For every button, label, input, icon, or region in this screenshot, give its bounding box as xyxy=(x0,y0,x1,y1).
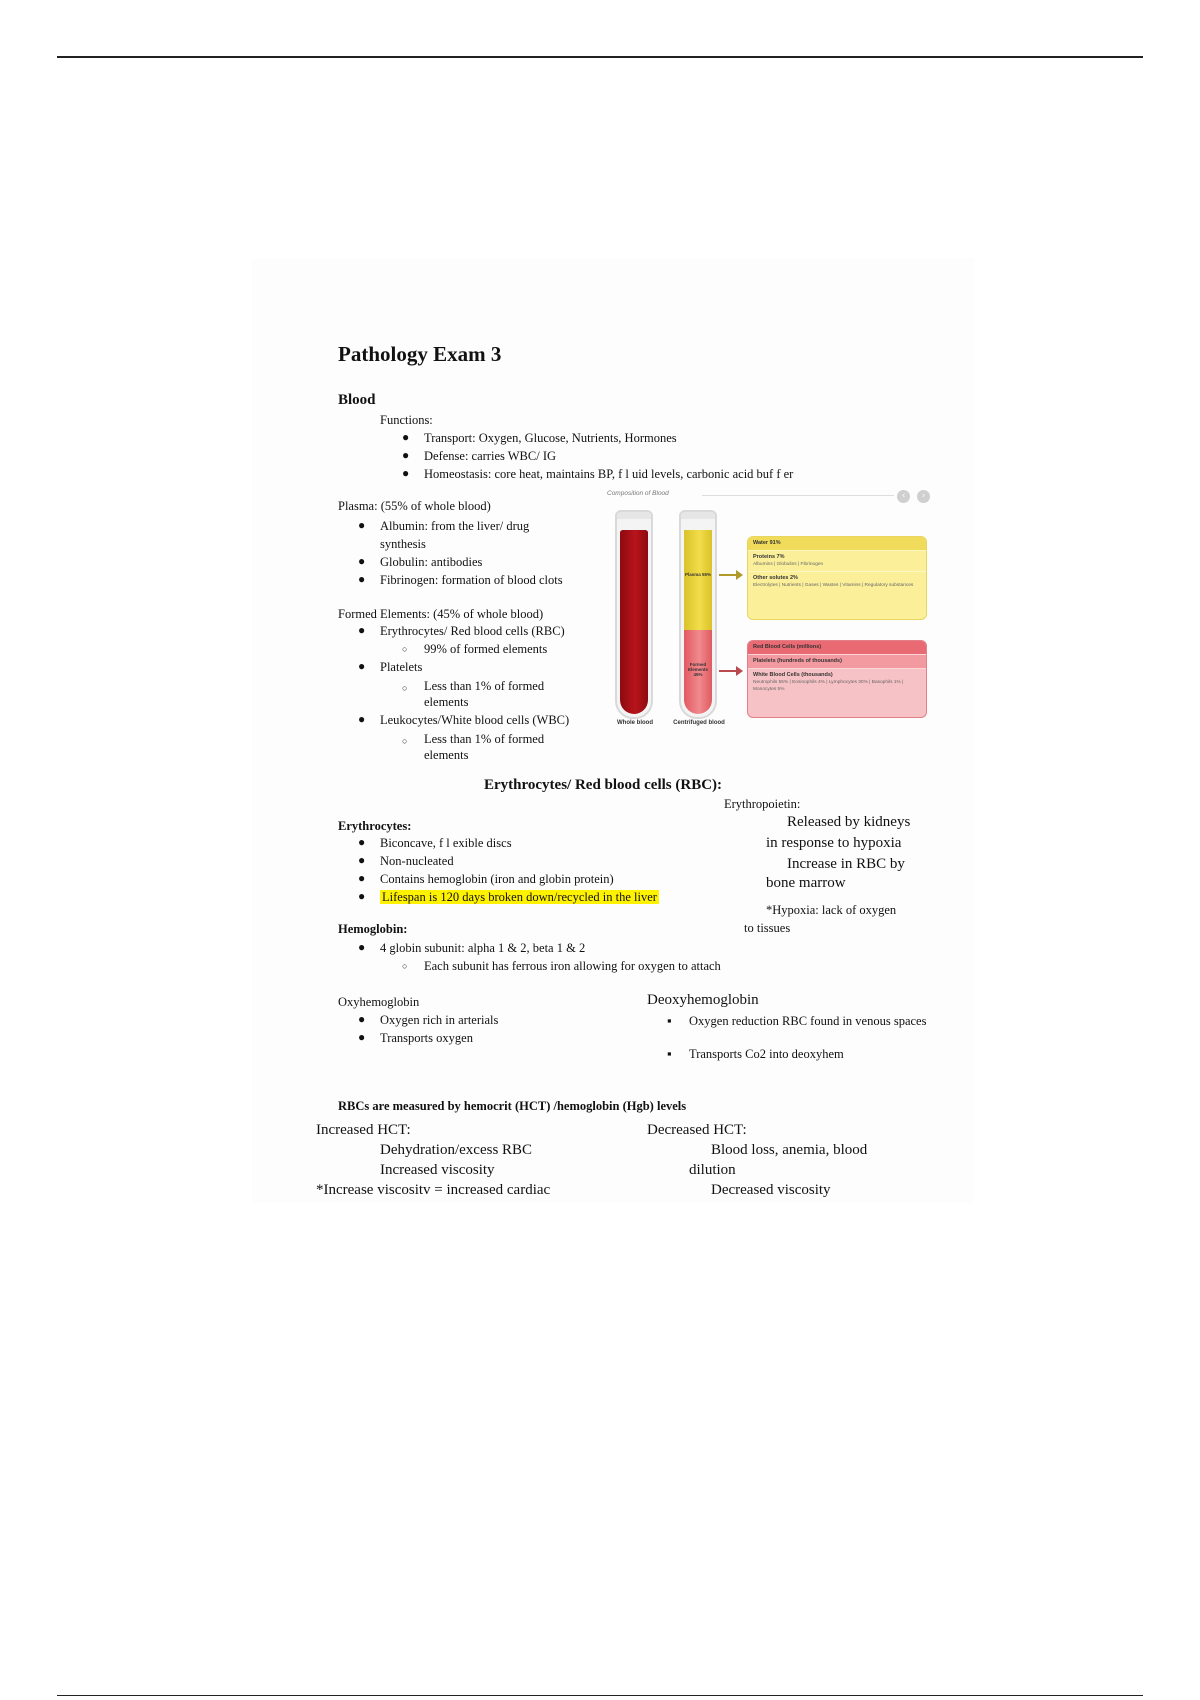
plasma-layer xyxy=(684,530,712,630)
plasma-box-row: Water 91% xyxy=(748,537,926,550)
deoxyhemoglobin-label: Deoxyhemoglobin xyxy=(647,992,759,1008)
hemoglobin-item: ● 4 globin subunit: alpha 1 & 2, beta 1 & 2 xyxy=(358,941,585,956)
formed-subitem: ○ 99% of formed elements xyxy=(402,642,547,657)
function-item: ● Defense: carries WBC/ IG xyxy=(402,449,556,464)
prev-arrow-icon[interactable]: ‹ xyxy=(897,490,910,503)
centrifuged-blood-label: Centrifuged blood xyxy=(673,720,725,726)
oxyhemoglobin-item: ● Transports oxygen xyxy=(358,1031,473,1046)
decreased-hct-item: dilution xyxy=(689,1162,736,1178)
hypoxia-note: *Hypoxia: lack of oxygen xyxy=(766,903,897,917)
plasma-arrow-icon xyxy=(719,574,741,576)
erythrocyte-item: ● Contains hemoglobin (iron and globin protein) xyxy=(358,872,614,887)
function-item: ● Transport: Oxygen, Glucose, Nutrients, Hormones xyxy=(402,431,677,446)
whole-blood-tube xyxy=(615,510,653,719)
formed-box-row: Platelets (hundreds of thousands) xyxy=(748,654,926,668)
increased-hct-item: Increased viscosity xyxy=(380,1162,495,1178)
formed-item: ● Erythrocytes/ Red blood cells (RBC) xyxy=(358,624,565,639)
increased-hct-note: *Increase viscositv = increased cardiac xyxy=(316,1182,551,1198)
increased-hct-label: Increased HCT: xyxy=(316,1122,411,1138)
erythrocyte-item: ● Biconcave, f l exible discs xyxy=(358,836,512,851)
next-arrow-icon[interactable]: › xyxy=(917,490,930,503)
plasma-box-sub: Albumins | Globulins | Fibrinogen xyxy=(753,562,824,567)
decreased-hct-item: Decreased viscosity xyxy=(711,1182,831,1198)
deoxyhemoglobin-item: ▪ Oxygen reduction RBC found in venous spaces xyxy=(667,1013,929,1030)
plasma-item: ● Albumin: from the liver/ drug synthesis xyxy=(358,517,570,553)
function-item: ● Homeostasis: core heat, maintains BP, f l uid levels, carbonic acid buf f er xyxy=(402,467,793,482)
functions-label: Functions: xyxy=(380,413,433,427)
formed-subitem: ○ Less than 1% of formed elements xyxy=(402,678,574,710)
erythropoietin-line: in response to hypoxia xyxy=(766,835,902,851)
oxyhemoglobin-label: Oxyhemoglobin xyxy=(338,995,420,1009)
erythropoietin-line: Released by kidneys xyxy=(787,814,911,830)
formed-item: ● Leukocytes/White blood cells (WBC) xyxy=(358,713,569,728)
plasma-box-row: Other solutes 2% xyxy=(753,575,798,581)
formed-tag: Formed Elements 45% xyxy=(687,662,708,677)
rbc-section-heading: Erythrocytes/ Red blood cells (RBC): xyxy=(484,777,723,793)
hemoglobin-label: Hemoglobin: xyxy=(338,922,408,936)
formed-composition-box xyxy=(747,640,927,718)
oxyhemoglobin-item: ● Oxygen rich in arterials xyxy=(358,1013,498,1028)
diagram-title: Composition of Blood xyxy=(607,490,669,497)
increased-hct-item: Dehydration/excess RBC xyxy=(380,1142,533,1158)
erythropoietin-line: bone marrow xyxy=(766,875,846,891)
bottom-rule xyxy=(57,1695,1143,1696)
formed-box-row: Red Blood Cells (millions) xyxy=(748,641,926,654)
decreased-hct-item: Blood loss, anemia, blood xyxy=(711,1142,868,1158)
formed-box-row: White Blood Cells (thousands) xyxy=(753,672,833,678)
formed-item: ● Platelets xyxy=(358,660,422,675)
whole-blood-fill xyxy=(620,530,648,714)
centrifuged-blood-tube xyxy=(679,510,717,719)
deoxyhemoglobin-item: ▪ Transports Co2 into deoxyhem xyxy=(667,1047,844,1062)
document-page xyxy=(252,258,974,1203)
erythropoietin-label: Erythropoietin: xyxy=(724,797,801,811)
formed-arrow-icon xyxy=(719,670,741,672)
plasma-label: Plasma: (55% of whole blood) xyxy=(338,499,491,513)
diagram-rule xyxy=(702,495,894,496)
plasma-item: ● Fibrinogen: formation of blood clots xyxy=(358,573,563,588)
erythrocytes-label: Erythrocytes: xyxy=(338,819,412,833)
plasma-item: ● Globulin: antibodies xyxy=(358,555,482,570)
blood-composition-diagram xyxy=(607,490,934,752)
erythrocyte-item-highlighted xyxy=(358,890,659,905)
hct-heading: RBCs are measured by hemocrit (HCT) /hemoglobin (Hgb) levels xyxy=(338,1099,687,1113)
hemoglobin-subitem: ○ Each subunit has ferrous iron allowing for oxygen to attach xyxy=(402,959,721,974)
plasma-box-sub: Electrolytes | Nutrients | Gases | Wastes | Vitamins | Regulatory substances xyxy=(753,583,914,588)
document-title: Pathology Exam 3 xyxy=(338,342,502,366)
highlighted-text: Lifespan is 120 days broken down/recycled in the liver xyxy=(382,890,657,904)
hypoxia-note: to tissues xyxy=(744,921,791,935)
erythrocyte-item: ● Non-nucleated xyxy=(358,854,454,869)
blood-heading: Blood xyxy=(338,392,376,408)
formed-subitem: ○ Less than 1% of formed elements xyxy=(402,731,574,763)
whole-blood-label: Whole blood xyxy=(617,720,653,726)
formed-box-sub: Neutrophils 55% | Eosinophils 4% | Lymphocytes 30% | Basophils 1% | Monocytes 5% xyxy=(753,680,904,692)
plasma-composition-box xyxy=(747,536,927,620)
plasma-box-row: Proteins 7% xyxy=(753,554,785,560)
plasma-tag: Plasma 55% xyxy=(684,572,712,577)
decreased-hct-label: Decreased HCT: xyxy=(647,1122,747,1138)
erythropoietin-line: Increase in RBC by xyxy=(787,856,905,872)
top-rule xyxy=(57,56,1143,58)
formed-label: Formed Elements: (45% of whole blood) xyxy=(338,607,544,621)
